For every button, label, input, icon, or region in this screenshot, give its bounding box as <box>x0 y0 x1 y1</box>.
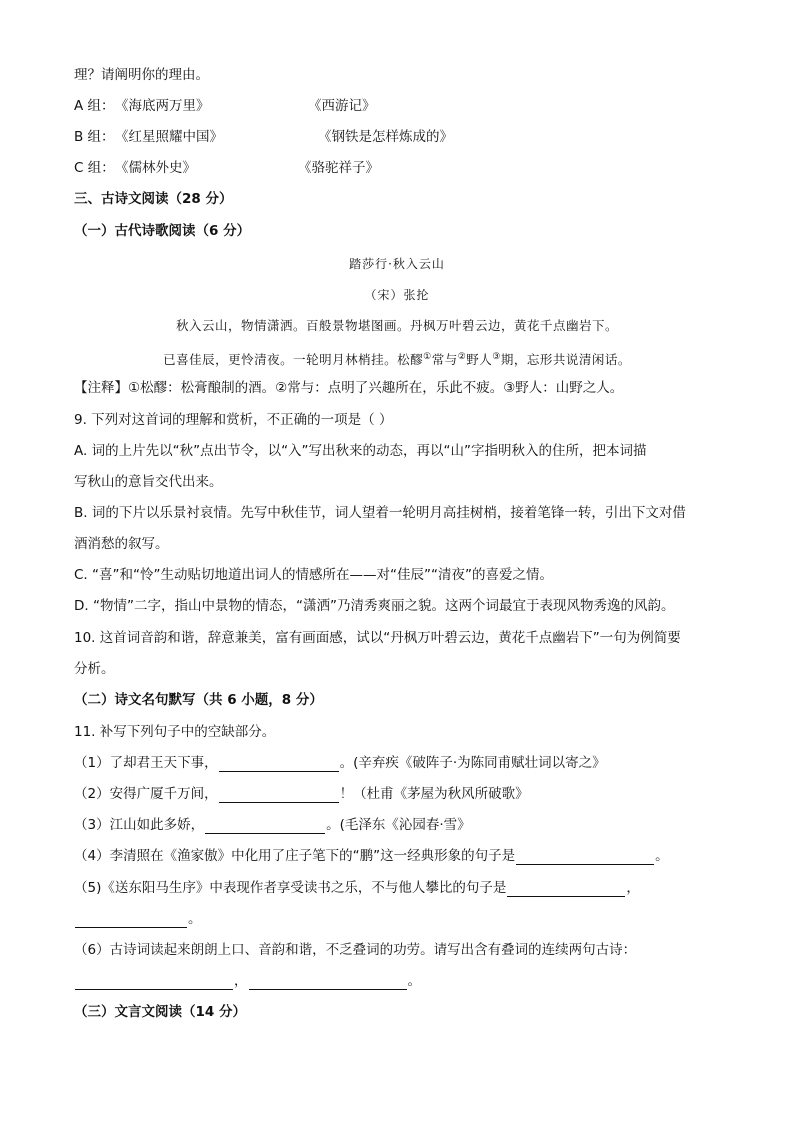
poem-text: 期，忘形共说清闲话。 <box>500 352 631 368</box>
book-title: 《海底两万里》 <box>115 98 210 114</box>
answer-blank[interactable] <box>75 975 233 990</box>
option-b-line-1: B. 词的下片以乐景衬哀情。先写中秋佳节，词人望着一轮明月高挂树梢，接着笔锋一转，引出下文对借 <box>74 505 686 521</box>
fill-item-1 <box>74 754 606 772</box>
question-10-line-1: 10. 这首词音韵和谐，辞意兼美，富有画面感，试以“丹枫万叶碧云边，黄花千点幽岩下”一句为例简要 <box>74 630 681 646</box>
item-punct: ， <box>234 973 248 989</box>
item-text: （5)《送东阳马生序》中表现作者享受读书之乐，不与他人攀比的句子是 <box>74 880 507 896</box>
item-punct: 。 <box>407 973 421 989</box>
book-title: 《钢铁是怎样炼成的》 <box>318 129 453 145</box>
poem-line-2 <box>0 348 794 369</box>
question-11-stem: 11. 补写下列句子中的空缺部分。 <box>74 724 276 740</box>
item-source: 。(辛弃疾《破阵子·为陈同甫赋壮词以寄之》 <box>339 755 606 771</box>
item-text: （2）安得广厦千万间， <box>74 786 218 802</box>
subsection-1-heading: （一）古代诗歌阅读（6 分） <box>74 223 251 239</box>
book-title: 《红星照耀中国》 <box>115 129 223 145</box>
item-text: （1）了却君王天下事， <box>74 755 218 771</box>
answer-blank[interactable] <box>507 882 625 897</box>
item-punct: ， <box>626 880 640 896</box>
option-c: C. “喜”和“怜”生动贴切地道出词人的情感所在——对“佳辰”“清夜”的喜爱之情。 <box>74 567 553 583</box>
footnote-marker: ① <box>423 352 432 362</box>
question-9-stem: 9. 下列对这首词的理解和赏析，不正确的一项是（ ） <box>74 412 393 428</box>
fill-item-3 <box>74 816 471 834</box>
fill-item-4 <box>74 847 669 865</box>
item-text: （4）李清照在《渔家傲》中化用了庄子笔下的“鹏”这一经典形象的句子是 <box>74 848 516 864</box>
item-punct: 。 <box>655 848 669 864</box>
book-title: 《骆驼祥子》 <box>298 160 379 176</box>
answer-blank[interactable] <box>516 850 654 865</box>
answer-blank[interactable] <box>219 757 339 772</box>
answer-blank[interactable] <box>249 975 407 990</box>
intro-tail: 理？请阐明你的理由。 <box>74 67 209 83</box>
option-a-line-2: 写秋山的意旨交代出来。 <box>74 474 223 490</box>
poem-text: 已喜佳辰，更怜清夜。一轮明月林梢挂。松醪 <box>163 352 424 368</box>
poem-title: 踏莎行·秋入云山 <box>349 257 445 271</box>
book-title: 《儒林外史》 <box>115 160 196 176</box>
fill-item-2 <box>74 785 529 803</box>
option-b-line-2: 酒消愁的叙写。 <box>74 536 169 552</box>
fill-item-6-answer <box>74 972 421 990</box>
poem-text: 野人 <box>466 352 493 368</box>
item-punct: 。 <box>188 911 202 927</box>
answer-blank[interactable] <box>75 913 187 928</box>
item-source: 。(毛泽东《沁园春·雪》 <box>326 817 471 833</box>
poem-line-1: 秋入云山，物情潇洒。百般景物堪图画。丹枫万叶碧云边，黄花千点幽岩下。 <box>175 318 618 333</box>
book-title: 《西游记》 <box>308 98 376 114</box>
footnote-marker: ② <box>457 352 467 362</box>
item-source: ！（杜甫《茅屋为秋风所破歌》 <box>339 786 529 802</box>
group-label: B 组： <box>74 129 115 145</box>
subsection-3-heading: （三）文言文阅读（14 分） <box>74 1004 246 1020</box>
footnote-marker: ③ <box>492 352 501 362</box>
fill-item-6-stem: （6）古诗词读起来朗朗上口、音韵和谐，不乏叠词的功劳。请写出含有叠词的连续两句古诗： <box>74 942 637 958</box>
option-a-line-1: A. 词的上片先以“秋”点出节令，以“入”写出秋来的动态，再以“山”字指明秋入的住所，把本词描 <box>74 443 647 459</box>
fill-item-5-cont <box>74 910 202 928</box>
option-d: D. “物情”二字，指山中景物的情态，“潇洒”乃清秀爽丽之貌。这两个词最宜于表现风物秀逸的风韵。 <box>74 598 675 614</box>
poem-text: 常与 <box>431 352 458 368</box>
subsection-2-heading: （二）诗文名句默写（共 6 小题，8 分） <box>74 692 323 708</box>
poem-notes: 【注释】①松醪：松膏酿制的酒。②常与：点明了兴趣所在，乐此不疲。③野人：山野之人。 <box>74 380 624 396</box>
section-3-heading: 三、古诗文阅读（28 分） <box>74 191 233 207</box>
answer-blank[interactable] <box>219 788 339 803</box>
question-10-line-2: 分析。 <box>74 661 115 677</box>
item-text: （3）江山如此多娇， <box>74 817 205 833</box>
poem-author: （宋）张抡 <box>364 288 430 302</box>
group-label: A 组： <box>74 98 115 114</box>
answer-blank[interactable] <box>205 819 325 834</box>
fill-item-5 <box>74 879 640 897</box>
group-label: C 组： <box>74 160 115 176</box>
